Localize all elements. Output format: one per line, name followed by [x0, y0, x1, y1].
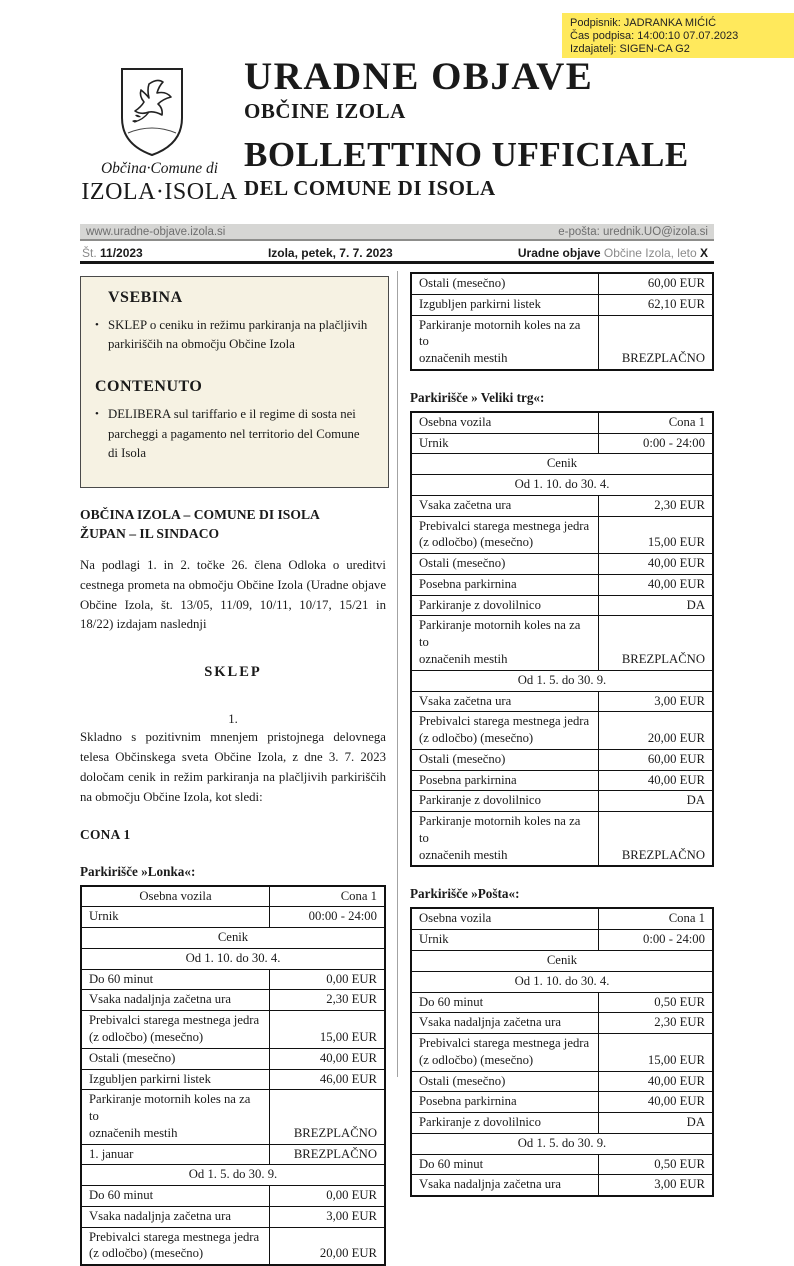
- table-value-cell: 3,00 EUR: [269, 1206, 385, 1227]
- table-value-cell: 0,50 EUR: [598, 1154, 713, 1175]
- table-value-cell: 0,00 EUR: [269, 1186, 385, 1207]
- table-value-cell: 15,00 EUR: [598, 1034, 713, 1072]
- masthead: [244, 57, 724, 201]
- table-row: [81, 886, 385, 907]
- table-label-cell: Vsaka nadaljnja začetna ura: [411, 1175, 598, 1196]
- table-row: [411, 294, 713, 315]
- veliki-trg-table-heading: Parkirišče » Veliki trg«:: [410, 389, 545, 405]
- issue-date: Izola, petek, 7. 7. 2023: [267, 245, 393, 260]
- table-row: [411, 749, 713, 770]
- table-row: [411, 495, 713, 516]
- table-value-cell: 60,00 EUR: [598, 273, 713, 294]
- zone-heading: CONA 1: [80, 826, 131, 842]
- authority-line2: ŽUPAN – IL SINDACO: [80, 525, 220, 541]
- table-label-cell: Prebivalci starega mestnega jedra (z odločbo) (mesečno): [411, 516, 598, 554]
- posta-price-table: [410, 907, 714, 1197]
- table-value-cell: Cona 1: [269, 886, 385, 907]
- table-row: [411, 908, 713, 929]
- table-label-cell: Do 60 minut: [411, 992, 598, 1013]
- table-row: [81, 1011, 385, 1049]
- table-row: [411, 1175, 713, 1196]
- table-row: [411, 812, 713, 867]
- issuing-authority: [80, 505, 386, 543]
- decision-paragraph: Skladno s pozitivnim mnenjem pristojnega delovnega telesa Občinskega sveta Občine Izola, z dne 3. 7. 2023 določam cenik in režim parkiranja na plačljivih parkiriščih na območju Občine Izola, kot sledi:: [80, 730, 386, 804]
- table-label-cell: Parkiranje z dovolilnico: [411, 595, 598, 616]
- table-row: [411, 1034, 713, 1072]
- table-value-cell: 2,30 EUR: [598, 1013, 713, 1034]
- toc-item-it: [95, 405, 372, 463]
- table-row: [81, 1165, 385, 1186]
- toc-item-sl: [95, 316, 372, 354]
- table-label-cell: Osebna vozila: [81, 886, 269, 907]
- lonka-price-table-continued: [410, 272, 714, 371]
- subtitle-italian: DEL COMUNE DI ISOLA: [244, 176, 496, 200]
- signature-issuer: Izdajatelj: SIGEN-CA G2: [570, 43, 690, 55]
- table-label-cell: Do 60 minut: [81, 1186, 269, 1207]
- table-row: [411, 930, 713, 951]
- table-row: [411, 1092, 713, 1113]
- logo-caption-line2: IZOLA·ISOLA: [81, 179, 238, 205]
- table-value-cell: 40,00 EUR: [598, 770, 713, 791]
- table-row: [411, 475, 713, 496]
- table-value-cell: 40,00 EUR: [598, 574, 713, 595]
- table-section-cell: Od 1. 10. do 30. 4.: [411, 475, 713, 496]
- table-row: [411, 971, 713, 992]
- table-label-cell: 1. januar: [81, 1144, 269, 1165]
- toc-item-sl-text: SKLEP o ceniku in režimu parkiranja na plačljivih parkiriščih na območju Občine Izola: [108, 318, 368, 352]
- table-label-cell: Ostali (mesečno): [81, 1048, 269, 1069]
- table-row: [81, 1186, 385, 1207]
- lonka-price-table: [80, 885, 386, 1266]
- table-value-cell: 15,00 EUR: [598, 516, 713, 554]
- toc-heading-sl: VSEBINA: [108, 289, 183, 306]
- table-value-cell: 0,00 EUR: [269, 969, 385, 990]
- table-label-cell: Prebivalci starega mestnega jedra (z odločbo) (mesečno): [81, 1011, 269, 1049]
- table-section-cell: Cenik: [411, 950, 713, 971]
- table-row: [411, 770, 713, 791]
- table-label-cell: Posebna parkirnina: [411, 574, 598, 595]
- table-section-cell: Od 1. 5. do 30. 9.: [411, 670, 713, 691]
- table-label-cell: Vsaka nadaljnja začetna ura: [411, 1013, 598, 1034]
- table-value-cell: Cona 1: [598, 412, 713, 433]
- table-section-cell: Cenik: [81, 928, 385, 949]
- table-value-cell: BREZPLAČNO: [598, 812, 713, 867]
- table-label-cell: Parkiranje motornih koles na za to označenih mestih: [411, 616, 598, 670]
- table-label-cell: Posebna parkirnina: [411, 770, 598, 791]
- table-label-cell: Do 60 minut: [411, 1154, 598, 1175]
- table-label-cell: Osebna vozila: [411, 412, 598, 433]
- table-label-cell: Ostali (mesečno): [411, 554, 598, 575]
- table-section-cell: Od 1. 5. do 30. 9.: [411, 1133, 713, 1154]
- table-value-cell: 0:00 - 24:00: [598, 433, 713, 454]
- table-row: [81, 907, 385, 928]
- act-title: SKLEP: [204, 664, 262, 681]
- table-label-cell: Urnik: [411, 433, 598, 454]
- table-value-cell: BREZPLAČNO: [598, 616, 713, 670]
- table-label-cell: Prebivalci starega mestnega jedra (z odločbo) (mesečno): [81, 1227, 269, 1265]
- table-row: [411, 1133, 713, 1154]
- bullet-icon: •: [95, 319, 99, 331]
- column-divider: [397, 271, 398, 1077]
- section-number: 1.: [228, 712, 238, 727]
- left-column: [80, 271, 386, 1266]
- veliki-trg-price-table: [410, 411, 714, 868]
- table-row: [411, 791, 713, 812]
- table-label-cell: Parkiranje motornih koles na za to označenih mestih: [411, 812, 598, 867]
- table-row: [81, 1206, 385, 1227]
- table-value-cell: 0:00 - 24:00: [598, 930, 713, 951]
- title-italian: BOLLETTINO UFFICIALE: [244, 135, 689, 174]
- table-row: [411, 691, 713, 712]
- email-address: e-pošta: urednik.UO@izola.si: [558, 225, 708, 238]
- table-label-cell: Ostali (mesečno): [411, 1071, 598, 1092]
- table-label-cell: Prebivalci starega mestnega jedra (z odločbo) (mesečno): [411, 1034, 598, 1072]
- table-row: [411, 595, 713, 616]
- table-row: [81, 1090, 385, 1144]
- table-row: [81, 990, 385, 1011]
- table-label-cell: Izgubljen parkirni listek: [81, 1069, 269, 1090]
- table-value-cell: 62,10 EUR: [598, 294, 713, 315]
- posta-table-heading: Parkirišče »Pošta«:: [410, 886, 520, 902]
- table-of-contents-box: [80, 276, 389, 488]
- table-row: [81, 1069, 385, 1090]
- table-row: [411, 273, 713, 294]
- table-value-cell: 40,00 EUR: [598, 1092, 713, 1113]
- table-section-cell: Cenik: [411, 454, 713, 475]
- header-rule: [80, 261, 714, 264]
- table-row: [81, 928, 385, 949]
- table-label-cell: Urnik: [81, 907, 269, 928]
- table-value-cell: Cona 1: [598, 908, 713, 929]
- table-row: [411, 315, 713, 370]
- table-label-cell: Do 60 minut: [81, 969, 269, 990]
- table-value-cell: 0,50 EUR: [598, 992, 713, 1013]
- table-label-cell: Ostali (mesečno): [411, 749, 598, 770]
- bullet-icon: •: [95, 408, 99, 421]
- table-row: [411, 712, 713, 750]
- signature-time: Čas podpisa: 14:00:10 07.07.2023: [570, 30, 739, 42]
- table-value-cell: 15,00 EUR: [269, 1011, 385, 1049]
- table-row: [411, 554, 713, 575]
- table-label-cell: Urnik: [411, 930, 598, 951]
- table-row: [411, 670, 713, 691]
- table-row: [411, 454, 713, 475]
- table-value-cell: BREZPLAČNO: [269, 1090, 385, 1144]
- issue-info-row: [80, 245, 714, 260]
- table-value-cell: 3,00 EUR: [598, 691, 713, 712]
- table-row: [411, 1071, 713, 1092]
- issue-volume: Uradne objave Občine Izola, leto X: [517, 245, 708, 260]
- table-value-cell: 3,00 EUR: [598, 1175, 713, 1196]
- table-row: [411, 992, 713, 1013]
- table-row: [411, 1113, 713, 1134]
- table-value-cell: 40,00 EUR: [598, 554, 713, 575]
- table-value-cell: DA: [598, 1113, 713, 1134]
- table-label-cell: Vsaka začetna ura: [411, 495, 598, 516]
- authority-line1: OBČINA IZOLA – COMUNE DI ISOLA: [80, 506, 320, 522]
- table-value-cell: 20,00 EUR: [598, 712, 713, 750]
- table-row: [411, 574, 713, 595]
- legal-basis-paragraph: Na podlagi 1. in 2. točke 26. člena Odloka o ureditvi cestnega prometa na območju Občine Izola (Uradne objave Občine Izola, št. 13/05, 11/09, 10/11, 10/17, 15/21 in 18/22) izdajam naslednji: [80, 558, 386, 632]
- table-label-cell: Vsaka začetna ura: [411, 691, 598, 712]
- table-row: [81, 948, 385, 969]
- table-label-cell: Parkiranje motornih koles na za to označenih mestih: [411, 315, 598, 370]
- coat-of-arms-icon: [119, 66, 185, 158]
- table-section-cell: Od 1. 5. do 30. 9.: [81, 1165, 385, 1186]
- table-value-cell: 00:00 - 24:00: [269, 907, 385, 928]
- table-row: [411, 433, 713, 454]
- table-label-cell: Osebna vozila: [411, 908, 598, 929]
- table-row: [411, 1154, 713, 1175]
- table-row: [81, 1144, 385, 1165]
- table-label-cell: Prebivalci starega mestnega jedra (z odločbo) (mesečno): [411, 712, 598, 750]
- title-slovenian: URADNE OBJAVE: [244, 55, 594, 98]
- table-label-cell: Ostali (mesečno): [411, 273, 598, 294]
- signature-signer: Podpisnik: JADRANKA MIĆIĆ: [570, 17, 717, 29]
- municipality-logo-caption: [72, 160, 247, 206]
- table-value-cell: 20,00 EUR: [269, 1227, 385, 1265]
- lonka-table-heading: Parkirišče »Lonka«:: [80, 863, 196, 879]
- table-section-cell: Od 1. 10. do 30. 4.: [411, 971, 713, 992]
- table-label-cell: Parkiranje z dovolilnico: [411, 791, 598, 812]
- table-row: [411, 516, 713, 554]
- toc-heading-it: CONTENUTO: [95, 378, 203, 396]
- contact-bar: [80, 224, 714, 241]
- table-row: [411, 412, 713, 433]
- table-value-cell: BREZPLAČNO: [598, 315, 713, 370]
- table-label-cell: Posebna parkirnina: [411, 1092, 598, 1113]
- table-label-cell: Parkiranje motornih koles na za to označenih mestih: [81, 1090, 269, 1144]
- right-column: [410, 272, 714, 1197]
- table-value-cell: 40,00 EUR: [269, 1048, 385, 1069]
- table-section-cell: Od 1. 10. do 30. 4.: [81, 948, 385, 969]
- table-value-cell: 2,30 EUR: [598, 495, 713, 516]
- table-row: [411, 1013, 713, 1034]
- table-value-cell: 40,00 EUR: [598, 1071, 713, 1092]
- table-value-cell: DA: [598, 595, 713, 616]
- table-label-cell: Izgubljen parkirni listek: [411, 294, 598, 315]
- table-row: [81, 969, 385, 990]
- toc-item-it-text: DELIBERA sul tariffario e il regime di sosta nei parcheggi a pagamento nel territorio del Comune di Isola: [108, 407, 360, 460]
- table-label-cell: Parkiranje z dovolilnico: [411, 1113, 598, 1134]
- table-row: [81, 1227, 385, 1265]
- subtitle-slovenian: OBČINE IZOLA: [244, 99, 406, 123]
- issue-number: Št. 11/2023: [82, 245, 143, 260]
- logo-caption-line1: Občina·Comune di: [100, 160, 219, 177]
- table-value-cell: 2,30 EUR: [269, 990, 385, 1011]
- digital-signature-stamp: [562, 13, 794, 58]
- table-value-cell: 60,00 EUR: [598, 749, 713, 770]
- table-value-cell: DA: [598, 791, 713, 812]
- website-url: www.uradne-objave.izola.si: [86, 225, 226, 238]
- table-value-cell: BREZPLAČNO: [269, 1144, 385, 1165]
- table-label-cell: Vsaka nadaljnja začetna ura: [81, 1206, 269, 1227]
- table-label-cell: Vsaka nadaljnja začetna ura: [81, 990, 269, 1011]
- table-row: [81, 1048, 385, 1069]
- table-value-cell: 46,00 EUR: [269, 1069, 385, 1090]
- table-row: [411, 950, 713, 971]
- table-row: [411, 616, 713, 670]
